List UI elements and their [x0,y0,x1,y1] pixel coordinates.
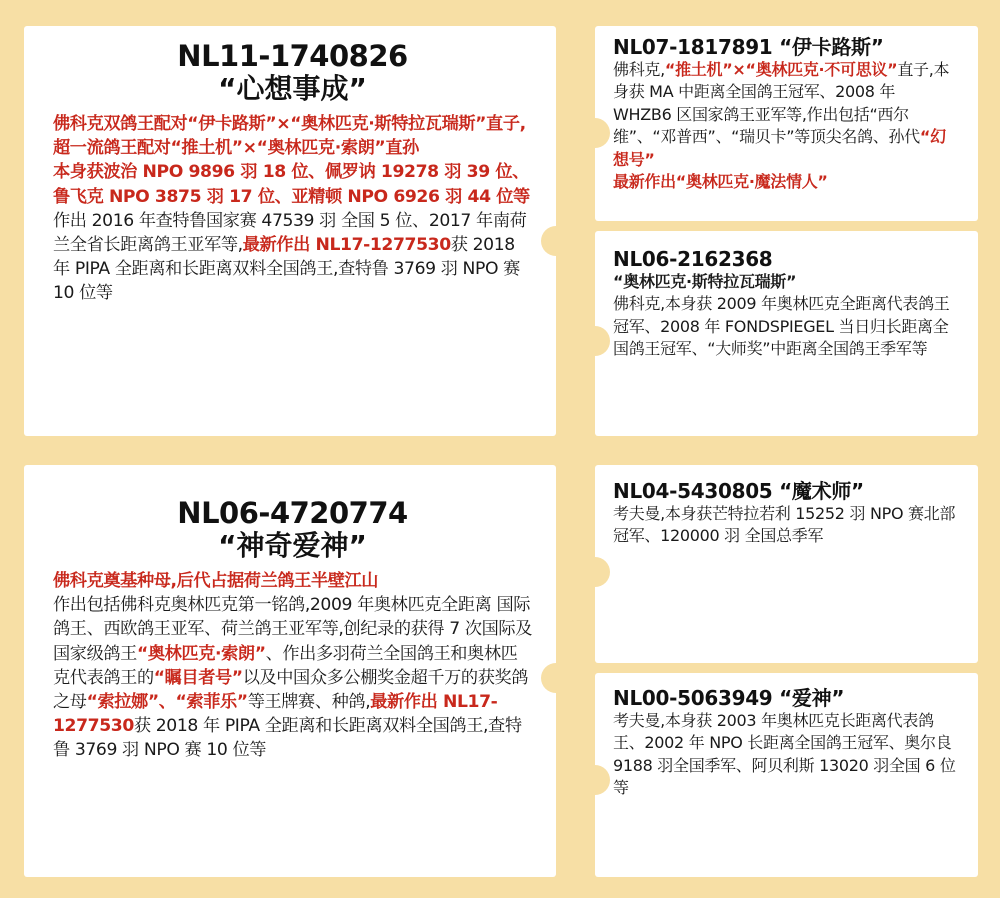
pigeon-description [53,112,532,306]
ring-number: NL04-5430805 “魔术师” [613,479,864,503]
highlight-text: “瞩目者号” [153,667,243,688]
card-connector-notch [595,118,610,148]
progeny-text: 作出 2016 年查特鲁国家赛 47539 羽 全国 5 位、2017 年南荷兰全省长距离鸽王亚军等,最新作出 NL17-1277530获 2018 年 PIPA 全距离和长距离双料全国鸽王,查特鲁 3769 羽 NPO 赛 10 位等 [53,210,527,304]
ring-number: NL06-4720774 [177,496,408,530]
pigeon-description [53,569,532,763]
pigeon-card-nl00-5063949 [595,673,978,877]
card-connector-notch [541,226,556,256]
pigeon-name: “神奇爱神” [218,529,367,562]
pigeon-card-nl06-2162368 [595,231,978,436]
pigeon-description: 佛科克,本身获 2009 年奥林匹克全距离代表鸽王冠军、2008 年 FONDSPIEGEL 当日归长距离全国鸽王冠军、“大师奖”中距离全国鸽王季军等 [613,294,950,359]
lineage-text: 佛科克奠基种母,后代占据荷兰鸽王半壁江山 [53,571,379,591]
results-text: 本身获波治 NPO 9896 羽 18 位、佩罗讷 19278 羽 39 位、鲁飞克 NPO 3875 羽 17 位、亚精顿 NPO 6926 羽 44 位等 [53,162,530,207]
card-connector-notch [595,326,610,356]
pigeon-card-nl06-4720774 [24,465,556,877]
card-connector-notch [595,557,610,587]
ring-number: NL07-1817891 “伊卡路斯” [613,35,884,59]
pigeon-card-nl07-1817891 [595,26,978,221]
ring-number: NL11-1740826 [177,39,408,73]
lineage-text: 佛科克双鸽王配对“伊卡路斯”×“奥林匹克·斯特拉瓦瑞斯”直子,超一流鸽王配对“推土机”×“奥林匹克·索朗”直孙 [53,114,526,159]
pigeon-name: “奥林匹克·斯特拉瓦瑞斯” [613,272,797,291]
pigeon-description: 考夫曼,本身获芒特拉若利 15252 羽 NPO 赛北部冠军、120000 羽 全国总季军 [613,504,956,546]
pigeon-description: 佛科克,“推土机”×“奥林匹克·不可思议”直子,本身获 MA 中距离全国鸽王冠军、2008 年 WHZB6 区国家鸽王亚军等,作出包括“西尔维”、“邓普西”、“瑞贝卡”等顶尖名鸽、孙代“幻想号” 最新作出“奥林匹克·魔法情人” [613,59,958,193]
highlight-text: “推土机”×“奥林匹克·不可思议” [664,60,898,79]
pigeon-card-nl11-1740826 [24,26,556,436]
card-connector-notch [595,765,610,795]
pigeon-card-nl04-5430805 [595,465,978,663]
highlight-text: 最新作出“奥林匹克·魔法情人” [613,172,828,192]
highlight-text: “幻想号” [613,127,946,169]
highlight-text: “索拉娜”、“索菲乐” [86,692,248,713]
pigeon-description: 考夫曼,本身获 2003 年奥林匹克长距离代表鸽王、2002 年 NPO 长距离全国鸽王冠军、奥尔良 9188 羽全国季军、阿贝利斯 13020 羽全国 6 位等 [613,711,956,798]
ring-number: NL06-2162368 [613,247,773,271]
pigeon-name: “心想事成” [218,72,367,105]
highlight-text: 最新作出 NL17-1277530 [242,235,451,256]
highlight-text: “奥林匹克·索朗” [136,643,266,664]
ring-number: NL00-5063949 “爱神” [613,686,845,710]
highlight-text: 最新作出 NL17-1277530 [53,692,498,737]
card-connector-notch [541,663,556,693]
progeny-text: 作出包括佛科克奥林匹克第一铭鸽,2009 年奥林匹克全距离 国际鸽王、西欧鸽王亚军、荷兰鸽王亚军等,创纪录的获得 7 次国际及国家级鸽王“奥林匹克·索朗”、作出多羽荷兰全国鸽王和奥林匹克代表鸽王的“瞩目者号”以及中国众多公棚奖金超千万的获奖鸽之母“索拉娜”、“索菲乐”等王牌赛、种鸽,最新作出 NL17-1277530获 2018 年 PIPA 全距离和长距离双料全国鸽王,查特鲁 3769 羽 NPO 赛 10 位等 [53,595,532,761]
